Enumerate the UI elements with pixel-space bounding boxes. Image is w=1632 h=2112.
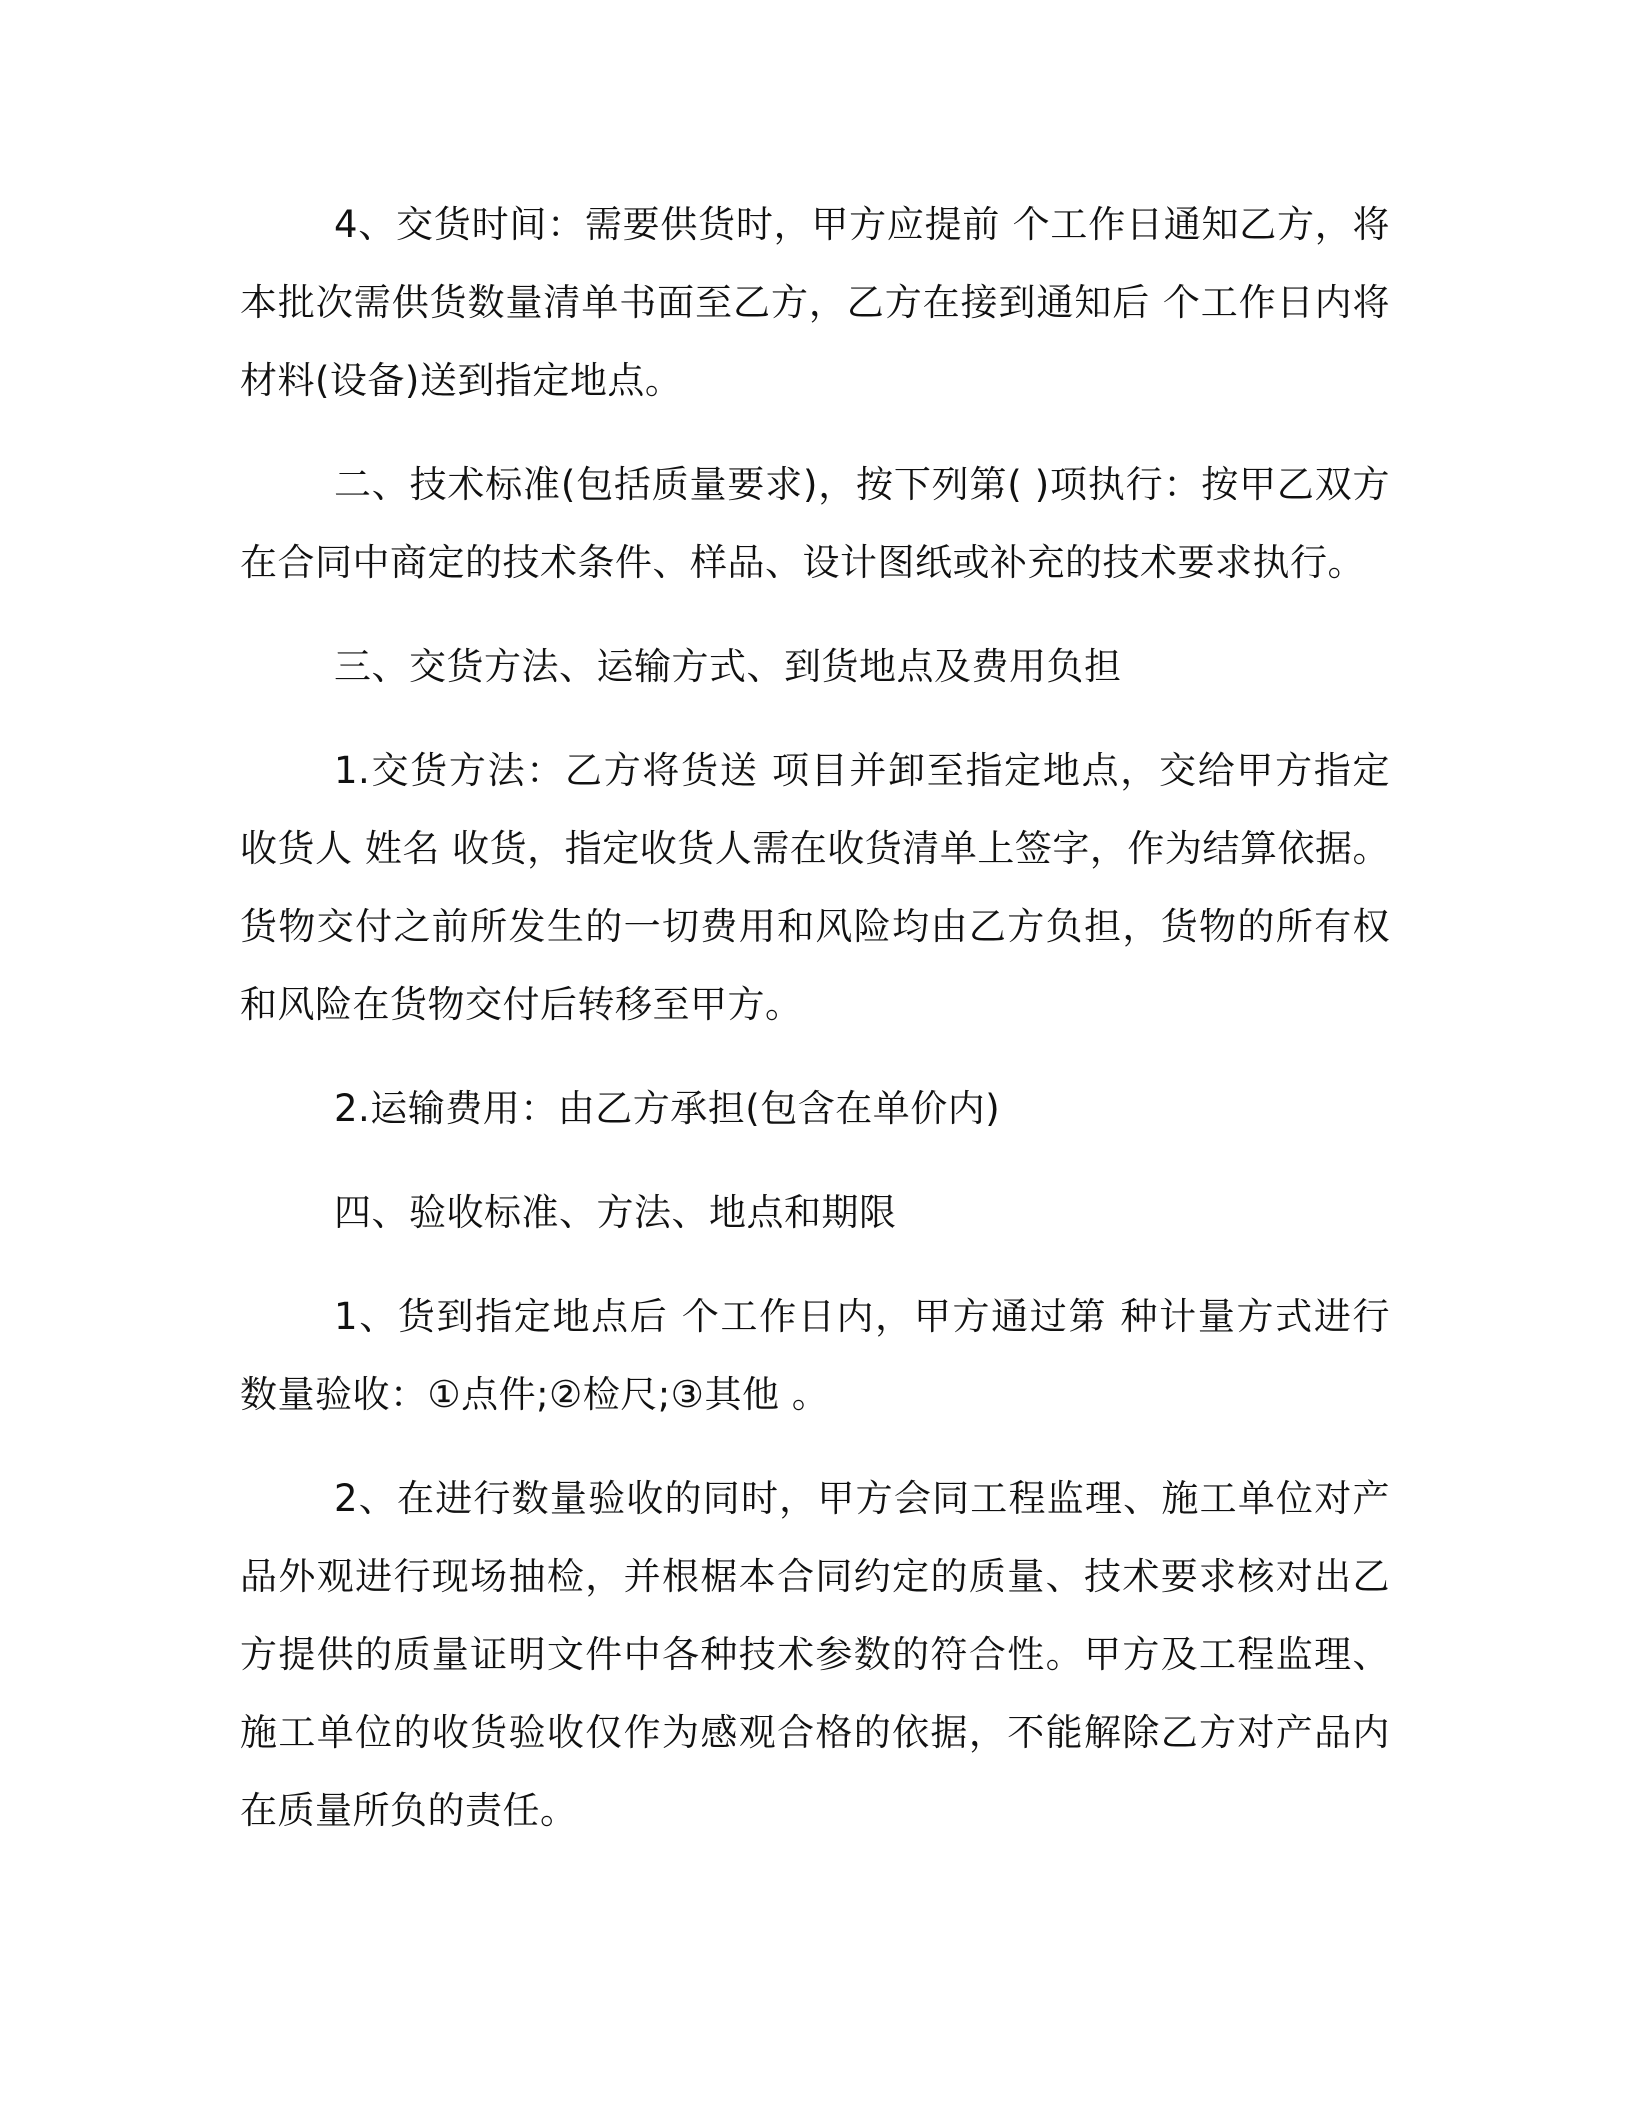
paragraph-technical-standard: 二、技术标准(包括质量要求)，按下列第( )项执行：按甲乙双方在合同中商定的技术条件、样品、设计图纸或补充的技术要求执行。 [240, 463, 1390, 584]
heading-acceptance: 四、验收标准、方法、地点和期限 [334, 1191, 897, 1234]
paragraph-transport-cost: 2.运输费用：由乙方承担(包含在单价内) [334, 1087, 1001, 1130]
document-page [240, 186, 1390, 1850]
paragraph-delivery-method: 1.交货方法：乙方将货送 项目并卸至指定地点，交给甲方指定收货人 姓名 收货，指定收货人需在收货清单上签字，作为结算依据。货物交付之前所发生的一切费用和风险均由乙方负担，货物的所有权和风险在货物交付后转移至甲方。 [240, 749, 1390, 1026]
paragraph-quality-inspection: 2、在进行数量验收的同时，甲方会同工程监理、施工单位对产品外观进行现场抽检，并根椐本合同约定的质量、技术要求核对出乙方提供的质量证明文件中各种技术参数的符合性。甲方及工程监理、施工单位的收货验收仅作为感观合格的依据，不能解除乙方对产品内在质量所负的责任。 [240, 1477, 1390, 1832]
paragraph-quantity-acceptance: 1、货到指定地点后 个工作日内，甲方通过第 种计量方式进行数量验收：①点件;②检尺;③其他 。 [240, 1295, 1390, 1416]
paragraph-delivery-time: 4、交货时间：需要供货时，甲方应提前 个工作日通知乙方，将本批次需供货数量清单书面至乙方，乙方在接到通知后 个工作日内将材料(设备)送到指定地点。 [240, 203, 1390, 402]
heading-delivery-method: 三、交货方法、运输方式、到货地点及费用负担 [334, 645, 1122, 688]
